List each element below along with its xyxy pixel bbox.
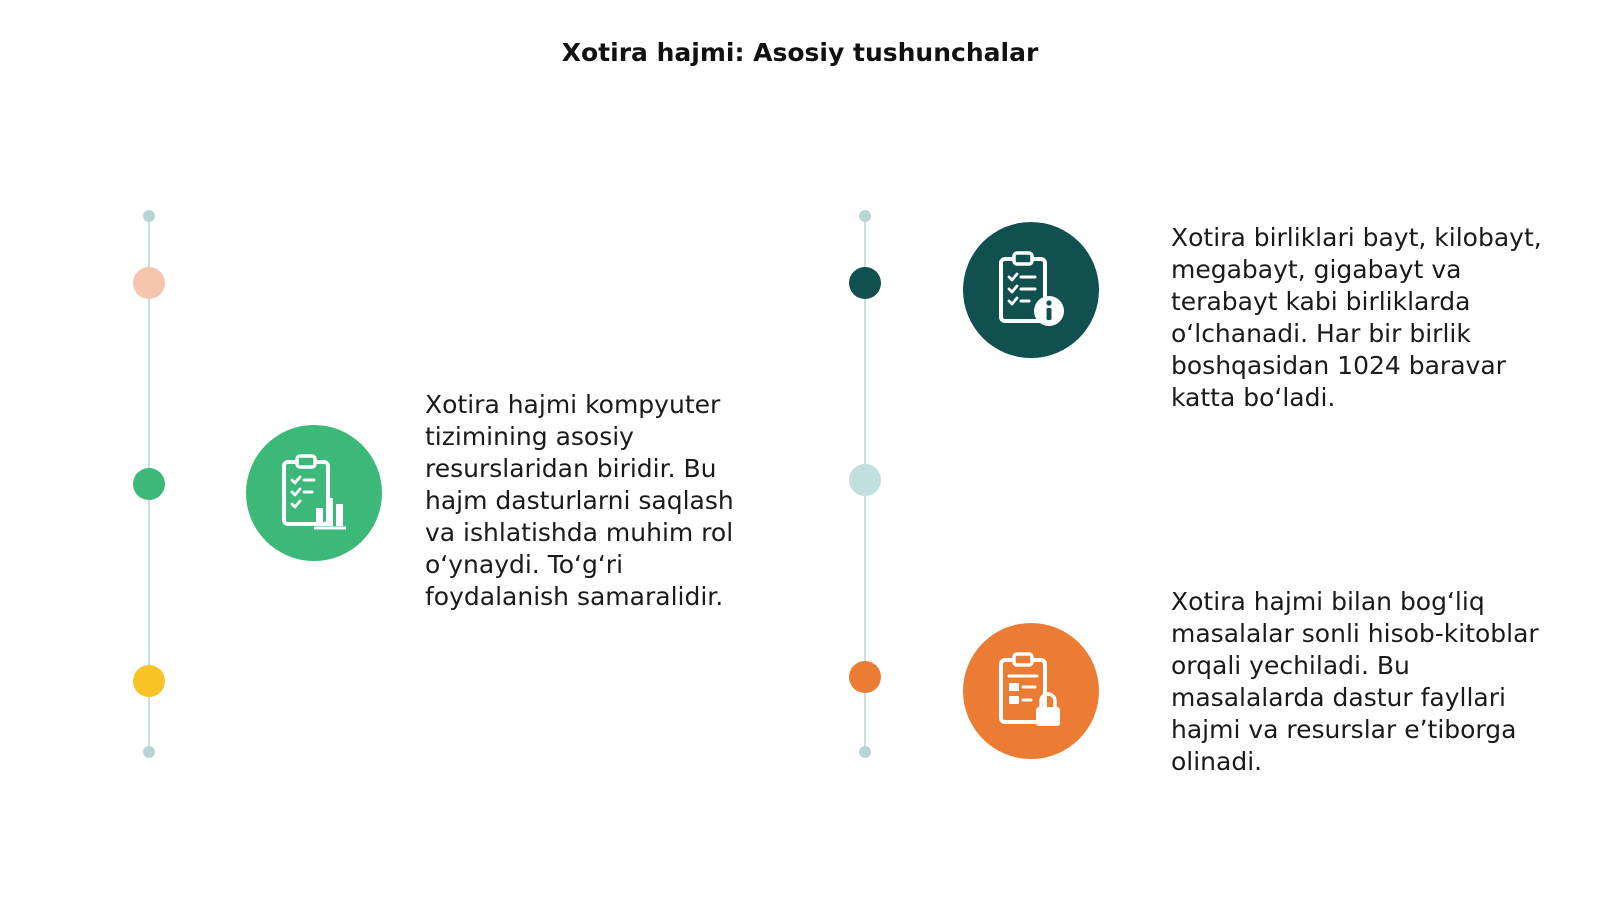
right-timeline-dot-orange (849, 661, 881, 693)
clipboard-lock-icon-badge (963, 623, 1099, 759)
left-timeline-start-dot (143, 210, 155, 222)
clipboard-chart-icon-badge (246, 425, 382, 561)
clipboard-info-icon (995, 251, 1067, 329)
left-timeline (129, 210, 169, 770)
right-timeline (845, 210, 885, 770)
item-3-text: Xotira hajmi bilan bogʻliq masalalar sonli hisob-kitoblar orqali yechiladi. Bu masalalarda dastur fayllari hajmi va resurslar eʼtiborga olinadi. (1171, 587, 1539, 776)
clipboard-chart-icon (278, 454, 350, 532)
right-timeline-dot-light-teal (849, 464, 881, 496)
left-timeline-end-dot (143, 746, 155, 758)
left-timeline-dot-green (133, 468, 165, 500)
clipboard-info-icon-badge (963, 222, 1099, 358)
right-timeline-end-dot (859, 746, 871, 758)
right-timeline-dot-dark-teal (849, 267, 881, 299)
right-timeline-start-dot (859, 210, 871, 222)
left-timeline-dot-yellow (133, 665, 165, 697)
page-title: Xotira hajmi: Asosiy tushunchalar (561, 38, 1039, 67)
left-timeline-dot-peach (133, 267, 165, 299)
item-1-text: Xotira hajmi kompyuter tizimining asosiy resurslaridan biridir. Bu hajm dasturlarni saqlash va ishlatishda muhim rol oʻynaydi. Toʻgʻri foydalanish samaralidir. (425, 390, 734, 611)
item-2-text: Xotira birliklari bayt, kilobayt, megabayt, gigabayt va terabayt kabi birliklarda oʻlchanadi. Har bir birlik boshqasidan 1024 baravar katta boʻladi. (1171, 223, 1542, 412)
clipboard-lock-icon (995, 652, 1067, 730)
